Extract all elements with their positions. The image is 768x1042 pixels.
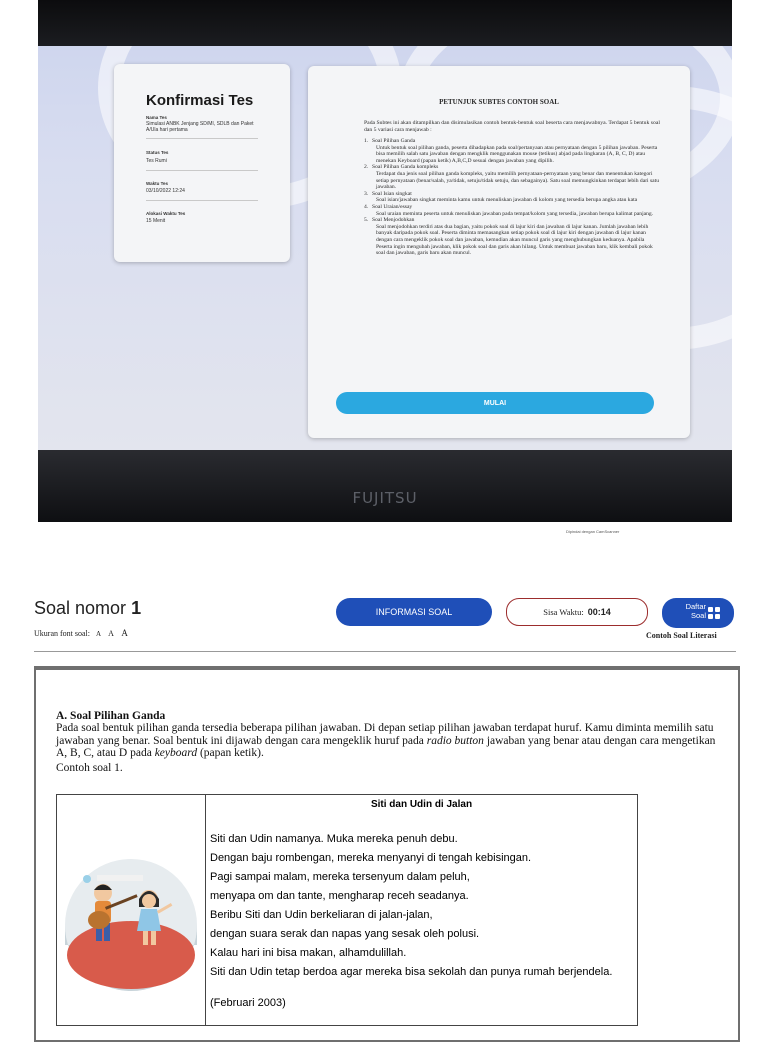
- item-number: 5.: [364, 217, 369, 224]
- divider: [146, 170, 258, 171]
- para-emphasis: keyboard: [154, 747, 198, 759]
- daftar-line1: Daftar: [685, 602, 706, 611]
- petunjuk-item: [364, 204, 660, 217]
- field-label: Nama Tes: [146, 115, 167, 120]
- item-desc: Terdapat dua jenis soal pilihan ganda kompleks, yaitu memilih pernyataan-pernyataan yang benar dan menentukan kategori setiap pernyataan (benar/salah, ya/tidak, setuju/tidak setuju, dan sebagainya). Satu soal memungkinkan terdapat lebih dari satu jawaban.: [376, 170, 660, 191]
- daftar-line2: Soal: [690, 611, 706, 620]
- poem-line: Pagi sampai malam, mereka tersenyum dalam peluh,: [210, 871, 470, 883]
- font-size-label: Ukuran font soal:: [34, 629, 90, 638]
- divider: [34, 651, 736, 652]
- mulai-button[interactable]: MULAI: [336, 392, 654, 414]
- example-label: Contoh soal 1.: [56, 761, 123, 774]
- poem-illustration-cell: [57, 795, 206, 1025]
- font-size-selector: [34, 628, 128, 638]
- field-label: Waktu Tes: [146, 181, 169, 186]
- item-number: 3.: [364, 190, 369, 197]
- divider: [146, 200, 258, 201]
- field-label: Alokasi Waktu Tes: [146, 211, 186, 216]
- brand-logo: FUJITSU: [352, 489, 418, 507]
- timer-label: Sisa Waktu:: [543, 607, 584, 617]
- para-text: (papan ketik).: [197, 747, 264, 759]
- grid-icon: [708, 607, 721, 620]
- item-number: 4.: [364, 203, 369, 210]
- item-desc: Soal menjodohkan terdiri atas dua bagian, yaitu pokok soal di lajur kiri dan jawaban di lajur kanan. Jumlah jawaban lebih banyak daripada pokok soal. Peserta diminta memasangkan setiap pokok soal di lajur kiri dengan jawaban di lajur kanan dengan cara mengeklik pokok soal dan jawaban, kemudian akan muncul garis yang menghubungkan keduanya. Apabila Peserta ingin mengubah jawaban, klik pokok soal dan garis akan hilang. Untuk membuat jawaban baru, klik kembali pokok soal dan jawaban, garis baru akan muncul.: [376, 223, 653, 257]
- item-title: Soal Pilihan Ganda: [372, 138, 416, 144]
- item-title: Soal Isian singkat: [372, 190, 412, 197]
- title-prefix: Soal nomor: [34, 598, 127, 618]
- field-value: Tes Rumi: [146, 158, 167, 164]
- section-paragraph: [56, 722, 720, 760]
- item-desc: Soal isian/jawaban singkat meminta kamu untuk menuliskan jawaban di kolom yang tersedia berupa angka atau kata: [376, 197, 638, 204]
- timer-value: 00:14: [587, 607, 611, 617]
- poem-line: Siti dan Udin tetap berdoa agar mereka bisa sekolah dan punya rumah berjendela.: [210, 966, 613, 978]
- petunjuk-card: [308, 66, 690, 438]
- petunjuk-intro: Pada Subtes ini akan ditampilkan dan disimulasikan contoh bentuk-bentuk soal beserta cara menjawabnya. Terdapat 5 bentuk soal dan 5 variasi cara menjawab :: [364, 120, 660, 133]
- laptop-screen: [38, 46, 732, 450]
- daftar-soal-button[interactable]: [662, 598, 734, 628]
- para-text: jawaban yang benar atau dengan cara mengetikan A, B, C, atau D pada: [56, 734, 716, 759]
- para-text: Pada soal bentuk pilihan ganda tersedia beberapa pilihan jawaban. Di depan setiap pilihan jawaban terdapat huruf. Kamu diminta memilih satu jawaban yang benar. Soal bentuk ini dijawab dengan cara mengeklik huruf pada: [56, 722, 714, 747]
- item-title: Soal Menjodohkan: [372, 217, 415, 224]
- daftar-label: [672, 602, 706, 620]
- field-label: Status Tes: [146, 150, 169, 155]
- item-title: Soal Pilihan Ganda kompleks: [372, 164, 439, 171]
- question-number: 1: [131, 598, 142, 618]
- petunjuk-title: PETUNJUK SUBTES CONTOH SOAL: [439, 98, 559, 106]
- question-content: [34, 666, 740, 1042]
- poem-table: [56, 794, 638, 1026]
- poem-lines: [210, 833, 612, 985]
- laptop-bezel-top: [38, 0, 732, 46]
- section-title: A. Soal Pilihan Ganda: [56, 710, 166, 722]
- poem-line: Beribu Siti dan Udin berkeliaran di jalan-jalan,: [210, 909, 433, 921]
- poem-date: (Februari 2003): [210, 997, 286, 1009]
- laptop-bezel-bottom: [38, 450, 732, 522]
- field-value: 15 Menit: [146, 218, 166, 224]
- konfirmasi-tes-card: [114, 64, 290, 262]
- page-title: [34, 598, 141, 619]
- petunjuk-item: [364, 217, 660, 257]
- poem-line: dengan suara serak dan napas yang sesak oleh polusi.: [210, 928, 480, 940]
- poem-text-cell: [206, 795, 637, 1025]
- font-medium-button[interactable]: A: [108, 629, 114, 638]
- item-title: Soal Uraian/essay: [372, 203, 413, 210]
- item-desc: Untuk bentuk soal pilihan ganda, peserta dihadapkan pada soal/pertanyaan atau pernyataan dengan 5 pilihan jawaban. Peserta bisa memilih salah satu jawaban dengan mengklik menggunakan mouse (tetikus) abjad pada lingkaran (A, B, C, D) atau menekan Keyboard (papan ketik) A,B,C,D sesuai dengan jawaban yang dipilih.: [376, 144, 658, 164]
- question-text-area: [56, 710, 720, 774]
- font-large-button[interactable]: A: [121, 628, 128, 638]
- font-small-button[interactable]: A: [96, 630, 102, 638]
- petunjuk-item: [364, 138, 660, 164]
- item-number: 1.: [364, 138, 369, 144]
- poem-line: Siti dan Udin namanya. Muka mereka penuh debu.: [210, 833, 458, 845]
- poem-line: menyapa om dan tante, mengharap receh seadanya.: [210, 890, 469, 902]
- konfirmasi-title: Konfirmasi Tes: [146, 92, 254, 109]
- poem-title: Siti dan Udin di Jalan: [370, 799, 473, 810]
- field-value: 03/10/2022 12:24: [146, 188, 185, 194]
- item-desc: Soal uraian meminta peserta untuk menuliskan jawaban pada tempat/kolom yang tersedia, jawaban berupa kalimat panjang.: [376, 210, 654, 217]
- poem-line: Kalau hari ini bisa makan, alhamdulillah.: [210, 947, 407, 959]
- petunjuk-item: [364, 164, 660, 190]
- item-number: 2.: [364, 164, 369, 171]
- petunjuk-list: [364, 138, 660, 257]
- informasi-soal-button[interactable]: INFORMASI SOAL: [336, 598, 492, 626]
- subject-label: Contoh Soal Literasi: [646, 631, 717, 640]
- para-emphasis: radio button: [426, 734, 484, 747]
- petunjuk-item: [364, 191, 660, 204]
- laptop-photo: [38, 0, 732, 522]
- children-illustration: [57, 795, 205, 1025]
- divider: [146, 138, 258, 139]
- timer: [506, 598, 648, 626]
- field-value: Simulasi ANBK Jenjang SD/MI, SDLB dan Paket A/Ula hari pertama: [146, 121, 254, 133]
- poem-line: Dengan baju rombengan, mereka menyanyi di tengah kebisingan.: [210, 852, 532, 864]
- scan-note: Dipindai dengan CamScanner: [566, 529, 620, 534]
